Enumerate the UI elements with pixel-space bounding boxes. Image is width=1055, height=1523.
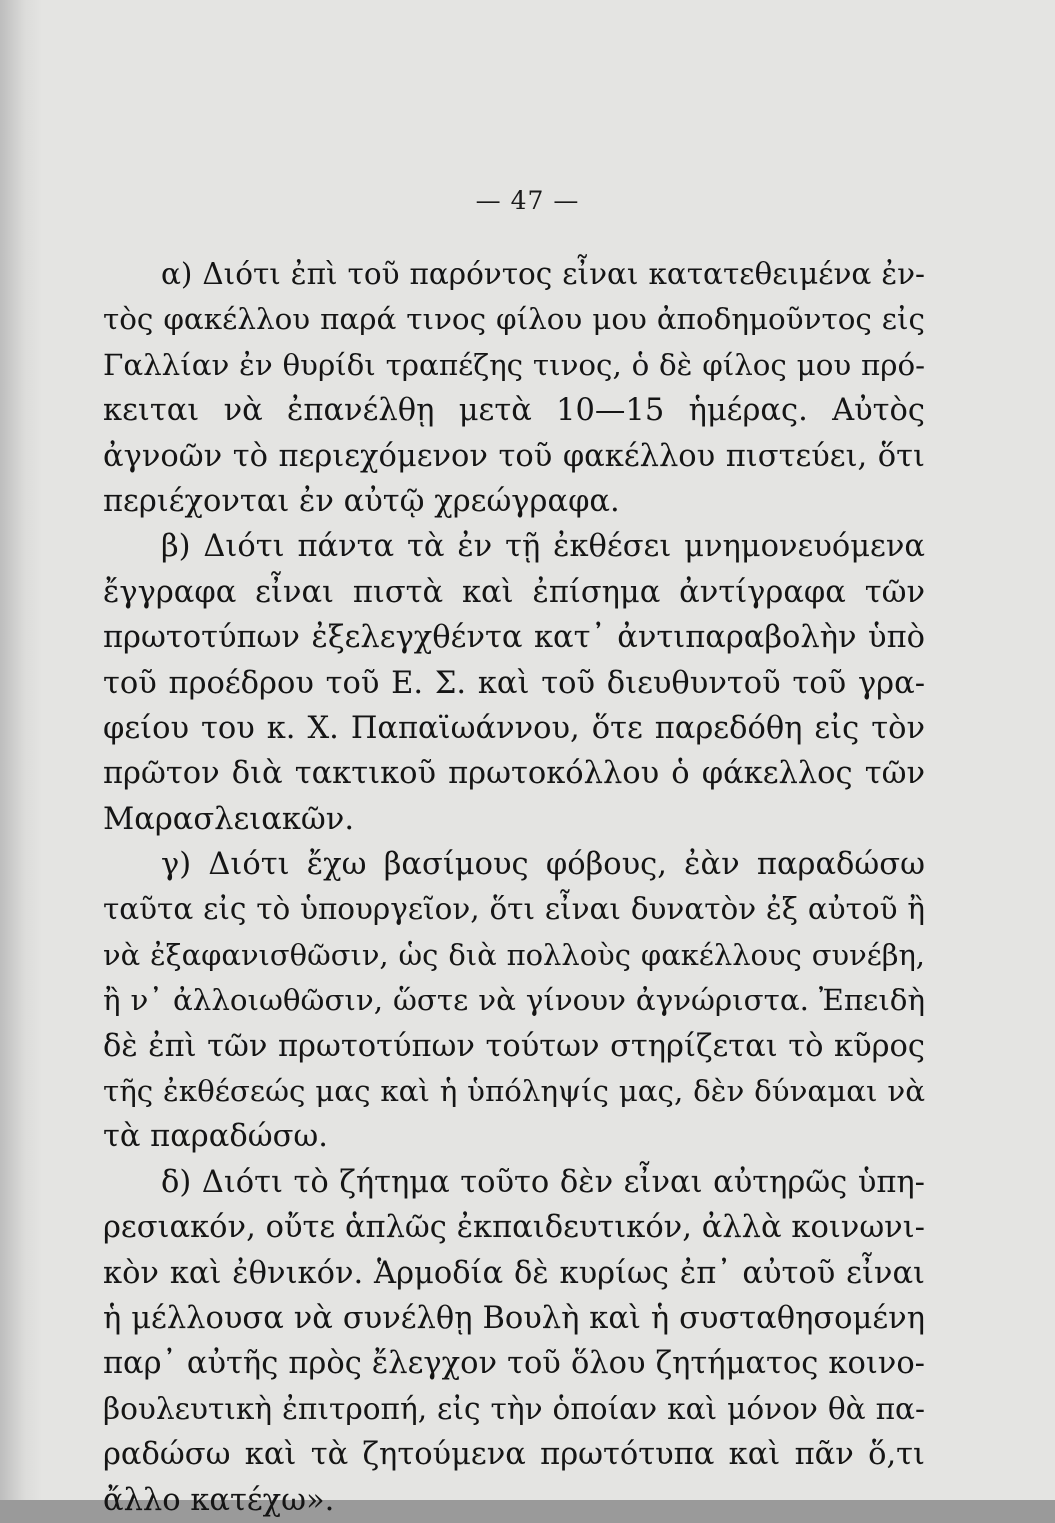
text-line: α) Διότι ἐπὶ τοῦ παρόντος εἶναι κατατεθειμένα ἐν- <box>161 257 925 291</box>
text-line: ἀγνοῶν τὸ περιεχόμενον τοῦ φακέλλου πιστεύει, ὅτι <box>103 438 925 474</box>
text-line: τοῦ προέδρου τοῦ Ε. Σ. καὶ τοῦ διευθυντοῦ τοῦ γρα- <box>103 665 925 701</box>
body-text <box>103 252 925 1523</box>
text-line: γ) Διότι ἔχω βασίμους φόβους, ἐὰν παραδώσω <box>161 847 925 883</box>
text-line: ἢ ν᾽ ἀλλοιωθῶσιν, ὥστε νὰ γίνουν ἀγνώριστα. Ἐπειδὴ <box>103 983 925 1018</box>
text-line: κειται νὰ ἐπανέλθῃ μετὰ 10—15 ἡμέρας. Αὐτὸς <box>103 393 925 429</box>
text-line: νὰ ἐξαφανισθῶσιν, ὡς διὰ πολλοὺς φακέλλους συνέβη, <box>103 937 925 972</box>
text-line: πρῶτον διὰ τακτικοῦ πρωτοκόλλου ὁ φάκελλος τῶν <box>103 756 925 792</box>
page-edge-shadow <box>0 0 42 1500</box>
text-line: τὰ παραδώσω. <box>103 1119 328 1155</box>
text-line: τῆς ἐκθέσεώς μας καὶ ἡ ὑπόληψίς μας, δὲν δύναμαι νὰ <box>103 1074 925 1109</box>
text-line: Γαλλίαν ἐν θυρίδι τραπέζης τινος, ὁ δὲ φίλος μου πρό- <box>103 347 925 382</box>
text-line: Μαρασλειακῶν. <box>103 801 355 837</box>
text-line: φείου του κ. Χ. Παπαϊωάννου, ὅτε παρεδόθη εἰς τὸν <box>103 710 925 746</box>
text-line: ἡ μέλλουσα νὰ συνέλθῃ Βουλὴ καὶ ἡ συσταθησομένη <box>103 1300 925 1336</box>
text-line: ρεσιακόν, οὔτε ἁπλῶς ἐκπαιδευτικόν, ἀλλὰ κοινωνι- <box>103 1210 925 1246</box>
text-line: τὸς φακέλλου παρά τινος φίλου μου ἀποδημοῦντος εἰς <box>103 302 925 337</box>
text-line: β) Διότι πάντα τὰ ἐν τῇ ἐκθέσει μνημονευόμενα <box>161 529 925 565</box>
page-number: — 47 — <box>475 186 580 215</box>
text-line: παρ᾽ αὐτῆς πρὸς ἔλεγχον τοῦ ὅλου ζητήματος κοινο- <box>103 1346 925 1382</box>
text-line: δ) Διότι τὸ ζήτημα τοῦτο δὲν εἶναι αὐτηρῶς ὑπη- <box>161 1164 925 1200</box>
text-line: δὲ ἐπὶ τῶν πρωτοτύπων τούτων στηρίζεται τὸ κῦρος <box>103 1028 925 1064</box>
text-line: περιέχονται ἐν αὐτῷ χρεώγραφα. <box>103 483 620 519</box>
text-line: ἔγγραφα εἶναι πιστὰ καὶ ἐπίσημα ἀντίγραφα τῶν <box>103 574 925 610</box>
text-line: κὸν καὶ ἐθνικόν. Ἁρμοδία δὲ κυρίως ἐπ᾽ αὐτοῦ εἶναι <box>103 1255 925 1291</box>
text-line: ἄλλο κατέχω». <box>103 1482 335 1518</box>
text-line: ταῦτα εἰς τὸ ὑπουργεῖον, ὅτι εἶναι δυνατὸν ἐξ αὐτοῦ ἢ <box>103 892 925 927</box>
text-line: ραδώσω καὶ τὰ ζητούμενα πρωτότυπα καὶ πᾶν ὅ,τι <box>103 1437 925 1473</box>
text-line: βουλευτικὴ ἐπιτροπή, εἰς τὴν ὁποίαν καὶ μόνον θὰ πα- <box>103 1391 925 1426</box>
text-line: πρωτοτύπων ἐξελεγχθέντα κατ᾽ ἀντιπαραβολὴν ὑπὸ <box>103 620 925 656</box>
